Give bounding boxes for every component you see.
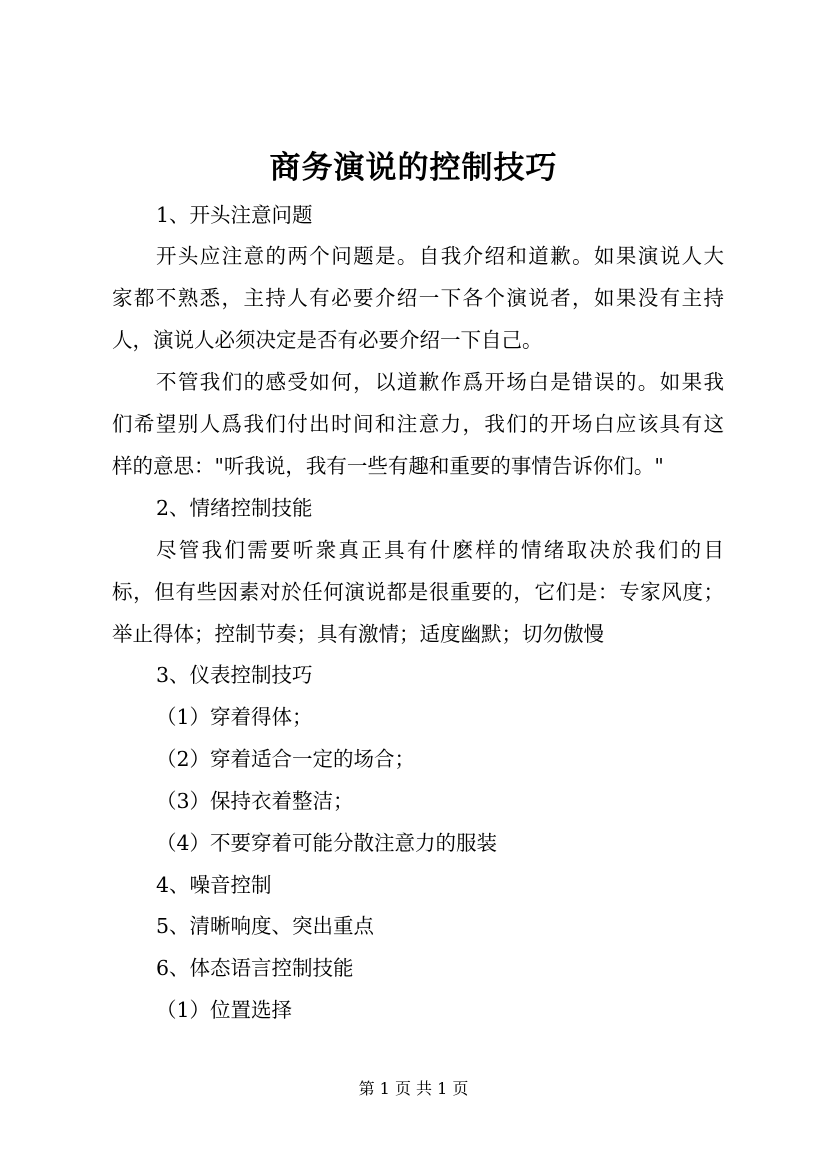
list-item-3-2: （2）穿着适合一定的场合； (156, 747, 416, 771)
paragraph-3-line-1: 尽管我们需要听衆真正具有什麽样的情绪取决於我们的目 (156, 538, 724, 562)
paragraph-1-line-1: 开头应注意的两个问题是。自我介绍和道歉。如果演说人大 (156, 244, 724, 268)
section-heading-2: 2、情绪控制技能 (156, 496, 313, 520)
document-title: 商务演说的控制技巧 (269, 150, 558, 186)
page-number-footer: 第 1 页 共 1 页 (358, 1079, 469, 1098)
section-heading-3: 3、仪表控制技巧 (156, 663, 313, 687)
paragraph-1-line-2: 家都不熟悉，主持人有必要介绍一下各个演说者，如果没有主持 (112, 286, 724, 310)
paragraph-2-line-2: 们希望别人爲我们付出时间和注意力，我们的开场白应该具有这 (112, 412, 724, 436)
section-heading-5: 5、清晰响度、突出重点 (156, 914, 375, 938)
paragraph-3-line-2: 标，但有些因素对於任何演说都是很重要的，它们是：专家风度； (112, 580, 724, 604)
paragraph-1-line-3: 人，演说人必须决定是否有必要介绍一下自己。 (112, 328, 543, 352)
section-heading-6: 6、体态语言控制技能 (156, 956, 354, 980)
section-heading-1: 1、开头注意问题 (156, 203, 313, 227)
list-item-3-4: （4）不要穿着可能分散注意力的服装 (156, 831, 498, 855)
section-heading-4: 4、噪音控制 (156, 873, 272, 897)
paragraph-2-line-1: 不管我们的感受如何，以道歉作爲开场白是错误的。如果我 (156, 370, 724, 394)
list-item-6-1: （1）位置选择 (156, 998, 293, 1022)
list-item-3-1: （1）穿着得体； (156, 705, 313, 729)
paragraph-3-line-3: 举止得体；控制节奏；具有激情；适度幽默；切勿傲慢 (112, 622, 604, 646)
list-item-3-3: （3）保持衣着整洁； (156, 789, 354, 813)
paragraph-2-line-3: 样的意思："听我说，我有一些有趣和重要的事情告诉你们。" (112, 454, 664, 478)
